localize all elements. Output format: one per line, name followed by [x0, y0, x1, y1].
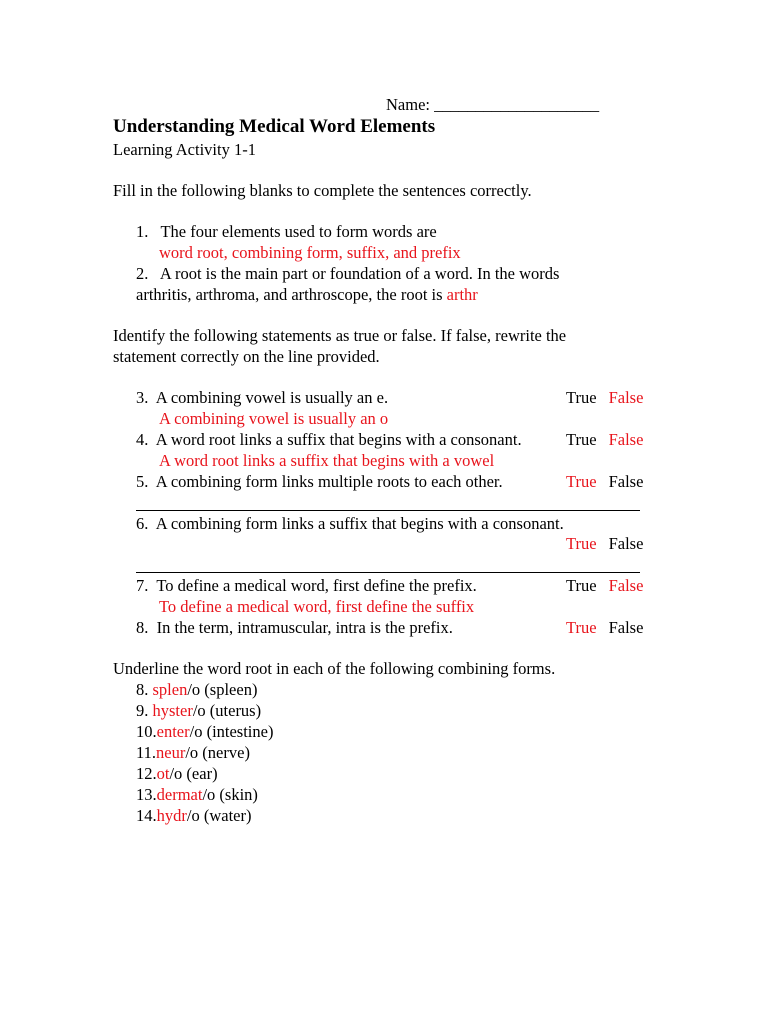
true-option-selected: True: [566, 618, 597, 637]
false-option: False: [608, 534, 644, 553]
question-7-choices: [566, 576, 643, 596]
question-text: A root is the main part or foundation of a word. In the words: [159, 264, 560, 283]
item-rest: /o (uterus): [192, 701, 262, 720]
question-text: A combining form links multiple roots to each other.: [155, 472, 503, 491]
question-2: [136, 264, 559, 284]
question-text: To define a medical word, first define the prefix.: [156, 576, 477, 595]
question-text: A combining form links a suffix that begins with a consonant.: [155, 514, 564, 533]
false-option: False: [608, 472, 644, 491]
question-1: [136, 222, 437, 242]
question-6-choices: [566, 534, 643, 554]
question-3: [136, 388, 388, 408]
false-option-selected: False: [608, 430, 644, 449]
question-7: [136, 576, 477, 596]
question-4-correction: A word root links a suffix that begins with a vowel: [159, 451, 495, 470]
true-option: True: [566, 430, 597, 449]
item-rest: /o (intestine): [189, 722, 274, 741]
word-root: splen: [152, 680, 188, 699]
question-2-line2: [136, 285, 478, 305]
question-number: 2.: [136, 264, 149, 283]
word-root: hydr: [156, 806, 187, 825]
name-blank: ____________________: [434, 95, 600, 114]
word-root: hyster: [152, 701, 193, 720]
item-rest: /o (nerve): [185, 743, 250, 762]
item-rest: /o (water): [186, 806, 252, 825]
question-number: 3.: [136, 388, 149, 407]
page-subtitle: Learning Activity 1-1: [113, 140, 256, 159]
question-5: [136, 472, 503, 492]
question-text: A combining vowel is usually an e.: [155, 388, 389, 407]
question-7-correction: To define a medical word, first define the suffix: [159, 597, 475, 616]
question-2-answer: arthr: [446, 285, 478, 304]
word-root: enter: [156, 722, 190, 741]
item-rest: /o (spleen): [187, 680, 258, 699]
question-8: [136, 618, 453, 638]
name-label: Name:: [386, 95, 430, 114]
list-item: [136, 764, 218, 784]
word-root: ot: [156, 764, 170, 783]
question-text: In the term, intramuscular, intra is the prefix.: [156, 618, 453, 637]
question-1-answer: word root, combining form, suffix, and prefix: [159, 243, 461, 262]
section1-instructions: Fill in the following blanks to complete the sentences correctly.: [113, 181, 532, 200]
question-number: 5.: [136, 472, 149, 491]
question-text: arthritis, arthroma, and arthroscope, the root is: [136, 285, 443, 304]
item-number: 14.: [136, 806, 157, 825]
question-number: 8.: [136, 618, 149, 637]
true-option: True: [566, 388, 597, 407]
item-number: 9.: [136, 701, 149, 720]
question-5-choices: [566, 472, 643, 492]
false-option-selected: False: [608, 576, 644, 595]
false-option: False: [608, 618, 644, 637]
true-option: True: [566, 576, 597, 595]
section2-instructions-line1: Identify the following statements as true or false. If false, rewrite the: [113, 326, 567, 345]
item-rest: /o (skin): [202, 785, 258, 804]
question-number: 7.: [136, 576, 149, 595]
question-4-choices: [566, 430, 643, 450]
word-root: dermat: [156, 785, 203, 804]
question-text: A word root links a suffix that begins with a consonant.: [155, 430, 522, 449]
item-rest: /o (ear): [169, 764, 218, 783]
list-item: [136, 743, 250, 763]
section2-instructions-line2: statement correctly on the line provided.: [113, 347, 380, 366]
question-text: The four elements used to form words are: [160, 222, 437, 241]
question-8-choices: [566, 618, 643, 638]
true-option-selected: True: [566, 534, 597, 553]
question-number: 1.: [136, 222, 149, 241]
answer-line: [136, 510, 640, 511]
list-item: [136, 680, 257, 700]
answer-line: [136, 572, 640, 573]
page-title: Understanding Medical Word Elements: [113, 116, 436, 137]
question-6: [136, 514, 564, 534]
item-number: 11.: [136, 743, 157, 762]
list-item: [136, 806, 251, 826]
item-number: 13.: [136, 785, 157, 804]
true-option-selected: True: [566, 472, 597, 491]
item-number: 12.: [136, 764, 157, 783]
question-number: 6.: [136, 514, 149, 533]
question-4: [136, 430, 522, 450]
question-number: 4.: [136, 430, 149, 449]
word-root: neur: [156, 743, 186, 762]
name-line: [386, 95, 599, 115]
question-3-correction: A combining vowel is usually an o: [159, 409, 389, 428]
section3-instructions: Underline the word root in each of the following combining forms.: [113, 659, 556, 678]
list-item: [136, 722, 273, 742]
item-number: 8.: [136, 680, 149, 699]
list-item: [136, 785, 258, 805]
false-option-selected: False: [608, 388, 644, 407]
question-3-choices: [566, 388, 643, 408]
list-item: [136, 701, 261, 721]
item-number: 10.: [136, 722, 157, 741]
